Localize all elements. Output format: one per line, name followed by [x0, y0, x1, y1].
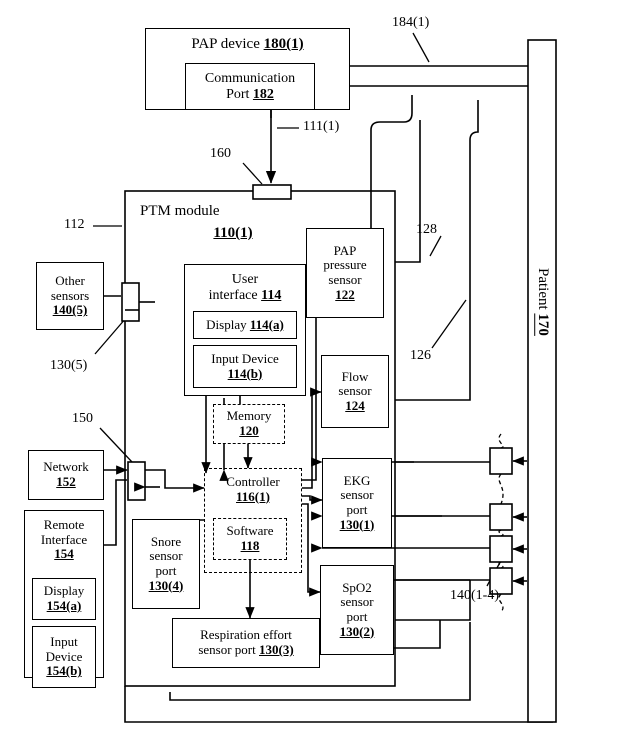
network-label: Network	[43, 459, 89, 475]
ekg-sensor-port-label-1: EKG	[343, 472, 371, 488]
spo2-sensor-port-label-2: sensor	[340, 594, 374, 610]
snore-sensor-port-label-3: port	[155, 563, 177, 578]
pap-pressure-sensor-ref: 122	[335, 286, 355, 302]
other-sensors-box	[36, 262, 104, 330]
input-device-154b-ref: 154(b)	[46, 663, 82, 679]
callout-130-5: 130(5)	[50, 358, 88, 373]
ekg-sensor-port-box	[322, 458, 392, 548]
software-ref: 118	[240, 538, 260, 553]
remote-interface-label-2: Interface	[40, 531, 88, 547]
pap-pressure-sensor-label-3: sensor	[328, 272, 362, 287]
other-sensors-ref: 140(5)	[52, 302, 88, 318]
input-device-114b-box	[193, 345, 297, 388]
flow-sensor-box	[321, 355, 389, 428]
ptm-module-ref: 110(1)	[213, 225, 253, 241]
flow-sensor-label-2: sensor	[338, 383, 372, 399]
snore-sensor-port-label-2: sensor	[149, 548, 183, 564]
software-label: Software	[226, 523, 274, 539]
flow-sensor-ref: 124	[345, 397, 365, 413]
snore-sensor-port-box	[132, 519, 200, 609]
patient-ref: 170	[534, 313, 551, 336]
display-154a-label: Display	[43, 583, 85, 599]
callout-112: 112	[64, 217, 85, 232]
display-154a-box	[32, 578, 96, 620]
ekg-sensor-port-ref: 130(1)	[339, 516, 375, 532]
remote-interface-label	[24, 518, 104, 562]
callout-128: 128	[416, 222, 437, 237]
pap-device-title: PAP device	[191, 36, 260, 52]
network-box	[28, 450, 104, 500]
respiration-effort-ref: 130(3)	[259, 642, 294, 657]
spo2-sensor-port-label-1: SpO2	[342, 579, 372, 595]
network-ref: 152	[56, 474, 76, 489]
display-114a-box	[193, 311, 297, 339]
display-154a-ref: 154(a)	[46, 598, 82, 613]
other-sensors-label-2: sensors	[50, 287, 90, 303]
controller-label: Controller	[226, 474, 280, 489]
remote-interface-ref: 154	[54, 546, 74, 562]
spo2-sensor-port-box	[320, 565, 394, 655]
pap-pressure-sensor-label-1: PAP	[333, 242, 357, 258]
respiration-effort-label-2: sensor port	[198, 642, 256, 657]
callout-126: 126	[410, 348, 431, 363]
remote-interface-label-1: Remote	[43, 517, 85, 532]
ptm-module-title: PTM module	[140, 203, 220, 219]
communication-port-box	[185, 63, 315, 110]
flow-sensor-label-1: Flow	[341, 368, 369, 384]
input-device-154b-box	[32, 626, 96, 688]
patient-label: Patient 170	[534, 268, 551, 336]
display-114a-label: Display	[206, 316, 247, 332]
input-device-154b-label-2: Device	[45, 648, 83, 664]
input-device-114b-ref: 114(b)	[227, 365, 263, 381]
user-interface-ref: 114	[261, 287, 282, 303]
display-114a-ref: 114(a)	[249, 316, 284, 332]
callout-140-1-4: 140(1-4)	[450, 588, 499, 603]
callout-184: 184(1)	[392, 15, 430, 30]
respiration-effort-sensor-port-box	[172, 618, 320, 668]
callout-160: 160	[210, 146, 231, 161]
ekg-sensor-port-label-3: port	[346, 502, 368, 517]
pap-device-ref: 180(1)	[263, 36, 304, 52]
communication-port-label-2: Port 182	[226, 86, 274, 102]
input-device-154b-label-1: Input	[50, 634, 78, 650]
other-sensors-label-1: Other	[55, 273, 85, 289]
respiration-effort-label-1: Respiration effort	[200, 627, 292, 643]
user-interface-label: User interface 114	[208, 272, 282, 303]
pap-pressure-sensor-label-2: pressure	[323, 257, 367, 273]
callout-150: 150	[72, 411, 93, 426]
communication-port-label-1: Communication	[204, 70, 296, 86]
pap-pressure-sensor-box	[306, 228, 384, 318]
snore-sensor-port-label-1: Snore	[150, 533, 182, 549]
spo2-sensor-port-ref: 130(2)	[339, 623, 375, 639]
snore-sensor-port-ref: 130(4)	[148, 577, 184, 593]
spo2-sensor-port-label-3: port	[346, 609, 368, 624]
communication-port-ref: 182	[252, 86, 274, 102]
ekg-sensor-port-label-2: sensor	[340, 487, 374, 503]
memory-ref: 120	[239, 423, 259, 438]
input-device-114b-label: Input Device	[211, 350, 279, 366]
software-box	[213, 518, 287, 560]
pap-device-label	[145, 36, 350, 53]
memory-box	[213, 404, 285, 444]
callout-111: 111(1)	[303, 119, 340, 134]
memory-label: Memory	[226, 408, 272, 424]
controller-ref: 116(1)	[236, 488, 270, 504]
